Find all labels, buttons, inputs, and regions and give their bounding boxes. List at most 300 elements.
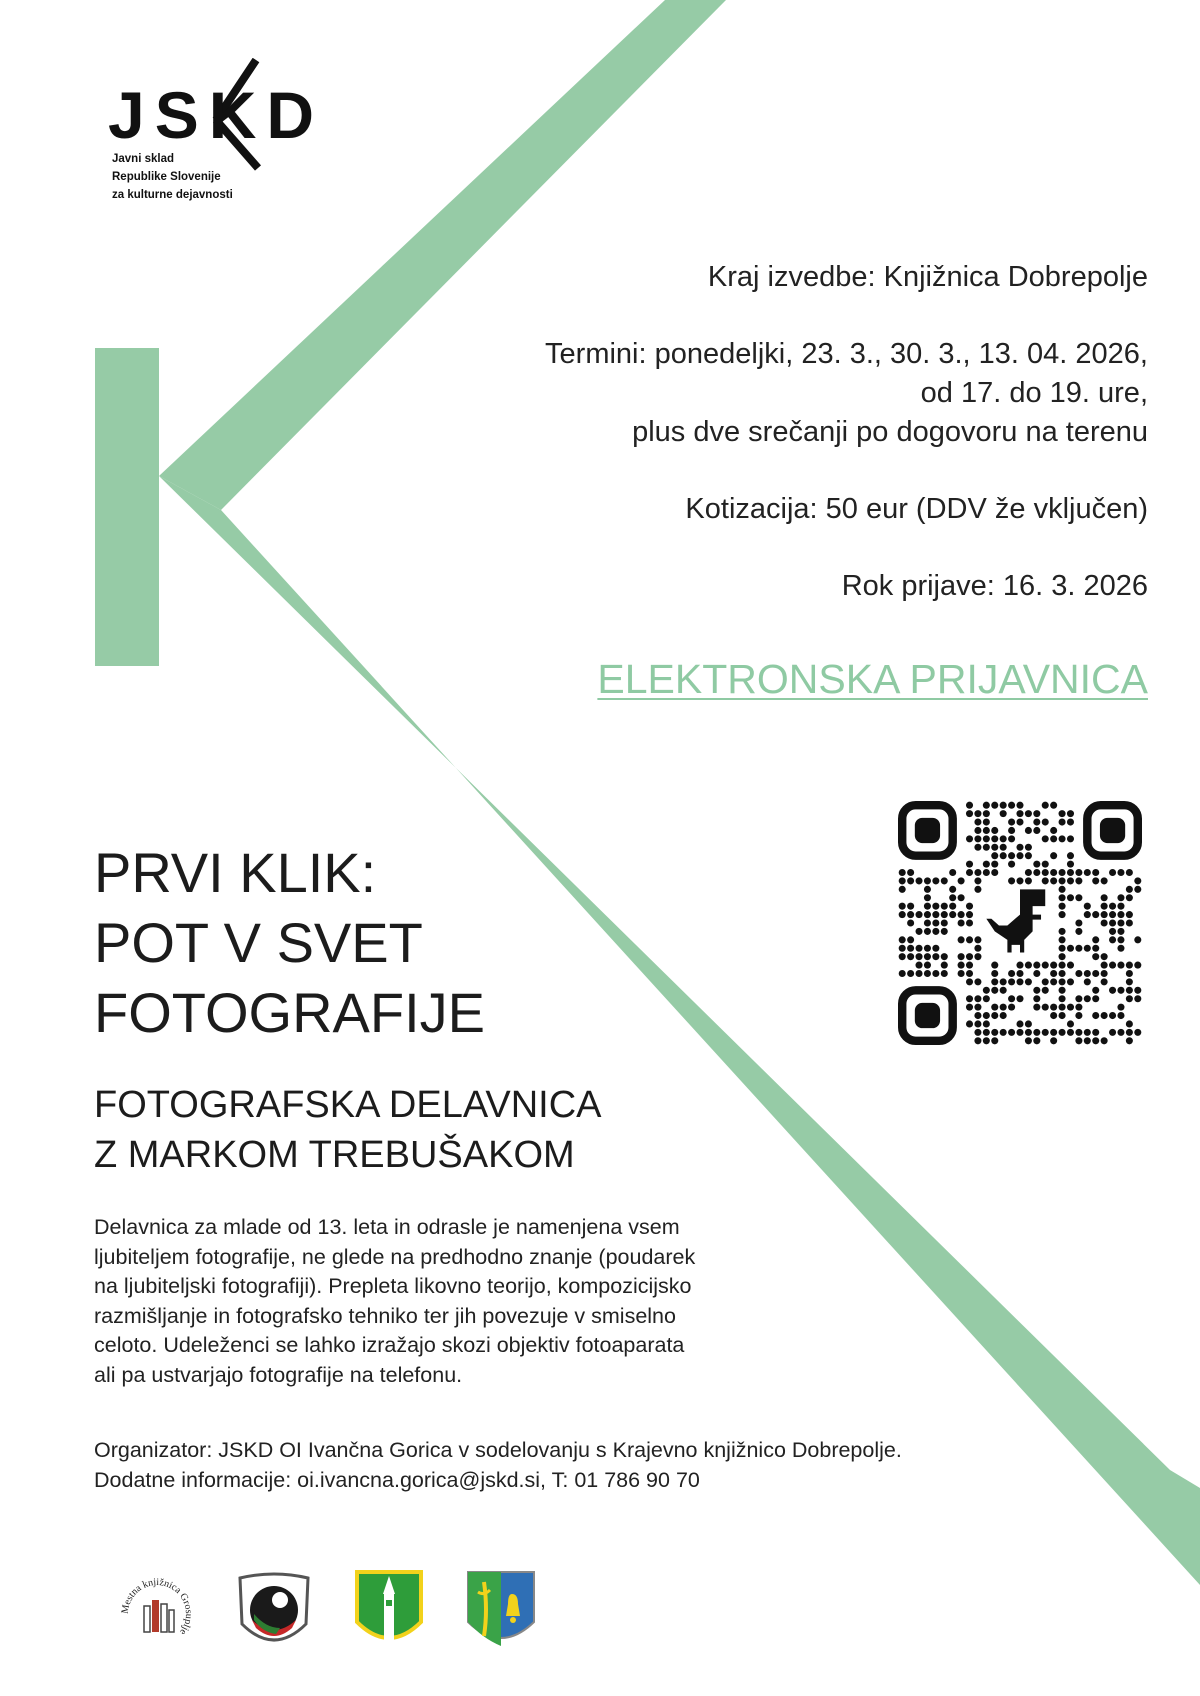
qr-module [1067, 819, 1074, 826]
qr-module [1000, 1012, 1007, 1019]
qr-module [1050, 802, 1057, 809]
qr-finder-center [915, 818, 940, 843]
dates-text [368, 335, 1148, 452]
qr-module [991, 852, 998, 859]
qr-module [966, 1020, 973, 1027]
qr-module [941, 911, 948, 918]
qr-module [949, 911, 956, 918]
qr-module [1033, 962, 1040, 969]
qr-module [1067, 877, 1074, 884]
qr-module [991, 962, 998, 969]
qr-module [958, 962, 965, 969]
qr-module [899, 945, 906, 952]
qr-module [1117, 894, 1124, 901]
qr-module [1016, 970, 1023, 977]
qr-module [966, 978, 973, 985]
qr-module [1101, 1037, 1108, 1044]
qr-module [949, 869, 956, 876]
qr-module [974, 1020, 981, 1027]
qr-module [907, 936, 914, 943]
qr-module [1059, 903, 1066, 910]
qr-module [1084, 945, 1091, 952]
qr-module [966, 970, 973, 977]
qr-module [1101, 970, 1108, 977]
qr-module [941, 953, 948, 960]
qr-module [1092, 995, 1099, 1002]
qr-module [1050, 970, 1057, 977]
venue-text: Kraj izvedbe: Knjižnica Dobrepolje [707, 261, 1148, 293]
fee-text: Kotizacija: 50 eur (DDV že vključen) [685, 493, 1148, 525]
qr-module [958, 877, 965, 884]
qr-module [1067, 1020, 1074, 1027]
qr-module [1126, 869, 1133, 876]
qr-module [991, 827, 998, 834]
qr-module [966, 995, 973, 1002]
qr-module [974, 1037, 981, 1044]
qr-module [1117, 962, 1124, 969]
qr-module [1016, 1020, 1023, 1027]
qr-module [1067, 869, 1074, 876]
deadline-text: Rok prijave: 16. 3. 2026 [841, 570, 1148, 602]
qr-module [941, 919, 948, 926]
qr-module [1025, 978, 1032, 985]
qr-module [1059, 810, 1066, 817]
qr-module [1134, 1029, 1141, 1036]
qr-module [1042, 802, 1049, 809]
qr-module [1101, 919, 1108, 926]
qr-module [1101, 978, 1108, 985]
qr-module [924, 911, 931, 918]
qr-module [1075, 928, 1082, 935]
qr-module [1033, 827, 1040, 834]
qr-module [907, 919, 914, 926]
description-line: razmišljanje in fotografsko tehniko ter jih povezuje v smiselno [94, 1303, 676, 1328]
qr-module [974, 869, 981, 876]
qr-module [991, 1037, 998, 1044]
organizer-line: Organizator: JSKD OI Ivančna Gorica v sodelovanju s Krajevno knjižnico Dobrepolje. [94, 1438, 902, 1462]
qr-module [1126, 919, 1133, 926]
qr-module [1016, 978, 1023, 985]
qr-module [1050, 1029, 1057, 1036]
qr-module [1008, 978, 1015, 985]
qr-module [916, 928, 923, 935]
qr-module [899, 903, 906, 910]
qr-module [974, 819, 981, 826]
contact-line: Dodatne informacije: oi.ivancna.gorica@jskd.si, T: 01 786 90 70 [94, 1468, 700, 1492]
qr-module [991, 861, 998, 868]
qr-module [1000, 844, 1007, 851]
qr-module [1134, 962, 1141, 969]
qr-module [1067, 852, 1074, 859]
qr-module [1075, 970, 1082, 977]
qr-module [1101, 962, 1108, 969]
qr-module [958, 970, 965, 977]
qr-module [907, 869, 914, 876]
qr-module [1101, 903, 1108, 910]
qr-module [1126, 962, 1133, 969]
qr-module [907, 953, 914, 960]
qr-module [974, 995, 981, 1002]
qr-module [1025, 869, 1032, 876]
qr-module [1092, 911, 1099, 918]
qr-module [1016, 819, 1023, 826]
qr-module [991, 844, 998, 851]
qr-module [1016, 995, 1023, 1002]
qr-module [958, 919, 965, 926]
qr-module [1101, 894, 1108, 901]
qr-module [1059, 945, 1066, 952]
municipal-crest-tower-icon [355, 1570, 423, 1654]
qr-module [1075, 1029, 1082, 1036]
qr-module [1126, 1037, 1133, 1044]
qr-module [966, 869, 973, 876]
qr-module [991, 1029, 998, 1036]
workshop-title [94, 838, 485, 1048]
qr-module [1109, 936, 1116, 943]
qr-module [1042, 877, 1049, 884]
qr-module [1050, 827, 1057, 834]
qr-module [966, 1004, 973, 1011]
qr-module [1050, 869, 1057, 876]
qr-module [1109, 1029, 1116, 1036]
qr-module [1067, 1029, 1074, 1036]
qr-module [932, 945, 939, 952]
qr-module [983, 827, 990, 834]
qr-module [1016, 852, 1023, 859]
qr-module [983, 1020, 990, 1027]
qr-module [907, 970, 914, 977]
qr-module [1092, 877, 1099, 884]
title-line: FOTOGRAFIJE [94, 981, 485, 1044]
qr-module [1000, 1029, 1007, 1036]
qr-module [966, 953, 973, 960]
dates-line: plus dve srečanji po dogovoru na terenu [632, 416, 1148, 448]
qr-module [1117, 903, 1124, 910]
qr-module [941, 970, 948, 977]
qr-module [907, 903, 914, 910]
qr-module [1033, 861, 1040, 868]
qr-module [1050, 877, 1057, 884]
qr-module [1008, 835, 1015, 842]
qr-module [983, 844, 990, 851]
qr-module [1059, 936, 1066, 943]
qr-module [924, 886, 931, 893]
qr-module [1067, 978, 1074, 985]
qr-module [1067, 962, 1074, 969]
qr-module [1117, 928, 1124, 935]
qr-module [1134, 995, 1141, 1002]
qr-module [1092, 970, 1099, 977]
qr-module [949, 894, 956, 901]
workshop-subtitle [94, 1080, 602, 1180]
qr-module [1109, 869, 1116, 876]
qr-module [991, 970, 998, 977]
qr-module [924, 970, 931, 977]
logo-subtitle-line: za kulturne dejavnosti [112, 189, 233, 201]
qr-module [916, 911, 923, 918]
qr-module [1117, 936, 1124, 943]
qr-module [1059, 978, 1066, 985]
qr-module [1126, 894, 1133, 901]
qr-module [958, 936, 965, 943]
qr-module [1067, 945, 1074, 952]
qr-module [1042, 819, 1049, 826]
qr-module [1016, 962, 1023, 969]
qr-module [1134, 877, 1141, 884]
qr-module [958, 894, 965, 901]
qr-module [1059, 1029, 1066, 1036]
qr-module [991, 978, 998, 985]
qr-module [1000, 1004, 1007, 1011]
qr-module [1059, 928, 1066, 935]
qr-module [932, 919, 939, 926]
qr-module [991, 802, 998, 809]
qr-module [983, 861, 990, 868]
qr-module [1033, 987, 1040, 994]
qr-module [1067, 810, 1074, 817]
qr-module [1033, 1037, 1040, 1044]
qr-module [1042, 1029, 1049, 1036]
qr-module [1109, 1012, 1116, 1019]
logo-subtitle [112, 150, 233, 204]
qr-module [974, 827, 981, 834]
qr-module [1092, 869, 1099, 876]
qr-module [983, 1037, 990, 1044]
partner-logos [118, 1570, 538, 1654]
qr-module [1059, 987, 1066, 994]
qr-module [899, 886, 906, 893]
qr-module [974, 953, 981, 960]
qr-module [1000, 852, 1007, 859]
event-info [368, 258, 1148, 644]
qr-module [916, 970, 923, 977]
qr-finder-center [1100, 818, 1125, 843]
qr-module [899, 936, 906, 943]
qr-module [1008, 827, 1015, 834]
qr-module [983, 819, 990, 826]
qr-module [966, 962, 973, 969]
qr-module [1025, 827, 1032, 834]
qr-module [941, 877, 948, 884]
qr-module [932, 953, 939, 960]
title-line: PRVI KLIK: [94, 841, 377, 904]
qr-module [1000, 835, 1007, 842]
qr-module [974, 1029, 981, 1036]
subtitle-line: Z MARKOM TREBUŠAKOM [94, 1134, 575, 1176]
qr-module [1075, 894, 1082, 901]
qr-module [966, 861, 973, 868]
qr-module [1092, 945, 1099, 952]
municipal-crest-bell-icon [466, 1570, 536, 1654]
qr-module [1059, 1012, 1066, 1019]
qr-module [1016, 810, 1023, 817]
qr-module [1059, 886, 1066, 893]
round-emblem-icon [236, 1570, 312, 1654]
qr-module [1117, 945, 1124, 952]
qr-module [1101, 1012, 1108, 1019]
qr-module [1008, 970, 1015, 977]
qr-module [958, 953, 965, 960]
qr-module [974, 945, 981, 952]
qr-module [1126, 987, 1133, 994]
qr-module [1050, 852, 1057, 859]
qr-module [932, 903, 939, 910]
qr-module [1059, 953, 1066, 960]
dates-line: Termini: ponedeljki, 23. 3., 30. 3., 13. 04. 2026, [545, 338, 1148, 370]
qr-module [1075, 869, 1082, 876]
qr-module [1084, 911, 1091, 918]
description-line: Delavnica za mlade od 13. leta in odrasle je namenjena vsem [94, 1215, 680, 1239]
qr-module [1126, 1029, 1133, 1036]
qr-module [1067, 1004, 1074, 1011]
qr-module [924, 919, 931, 926]
qr-module [1092, 1029, 1099, 1036]
qr-module [1008, 802, 1015, 809]
qr-module [1126, 1020, 1133, 1027]
qr-module [924, 962, 931, 969]
qr-module [916, 945, 923, 952]
qr-module [1025, 844, 1032, 851]
qr-module [966, 903, 973, 910]
qr-module [1033, 995, 1040, 1002]
qr-module [1050, 1037, 1057, 1044]
qr-module [916, 962, 923, 969]
qr-module [932, 911, 939, 918]
qr-module [983, 995, 990, 1002]
registration-link[interactable]: ELEKTRONSKA PRIJAVNICA [597, 656, 1148, 702]
qr-module [1025, 1037, 1032, 1044]
qr-module [991, 1012, 998, 1019]
qr-module [1033, 970, 1040, 977]
qr-code-icon[interactable] [898, 801, 1142, 1045]
qr-module [1101, 911, 1108, 918]
qr-module [974, 1004, 981, 1011]
qr-module [1075, 995, 1082, 1002]
qr-module [1092, 1012, 1099, 1019]
qr-module [966, 835, 973, 842]
description-line: celoto. Udeleženci se lahko izražajo skozi objektiv fotoaparata [94, 1333, 685, 1357]
qr-module [932, 877, 939, 884]
dinosaur-icon [986, 889, 1045, 952]
qr-module [1109, 911, 1116, 918]
workshop-description [94, 1213, 814, 1390]
qr-module [1059, 1004, 1066, 1011]
qr-module [974, 877, 981, 884]
qr-module [907, 877, 914, 884]
qr-module [1134, 987, 1141, 994]
qr-module [1008, 1029, 1015, 1036]
description-line: ljubiteljem fotografije, ne glede na predhodno znanje (poudarek [94, 1244, 696, 1269]
qr-module [1050, 835, 1057, 842]
qr-module [966, 810, 973, 817]
dates-line: od 17. do 19. ure, [920, 377, 1148, 409]
qr-module [1109, 928, 1116, 935]
qr-module [1016, 1029, 1023, 1036]
qr-module [1084, 995, 1091, 1002]
qr-module [1101, 953, 1108, 960]
qr-module [974, 936, 981, 943]
qr-module [1075, 1004, 1082, 1011]
qr-module [924, 877, 931, 884]
qr-module [1033, 810, 1040, 817]
qr-module [1117, 1012, 1124, 1019]
qr-module [1059, 995, 1066, 1002]
qr-module [1084, 869, 1091, 876]
qr-module [899, 877, 906, 884]
qr-module [907, 945, 914, 952]
qr-module [1050, 962, 1057, 969]
qr-module [1084, 1029, 1091, 1036]
qr-module [899, 911, 906, 918]
qr-module [983, 835, 990, 842]
qr-module [1025, 1029, 1032, 1036]
qr-module [1008, 861, 1015, 868]
qr-module [1075, 919, 1082, 926]
jskd-logo [108, 58, 325, 208]
library-seal-icon [118, 1570, 196, 1654]
qr-module [1109, 919, 1116, 926]
svg-text:Mestna knjižnica Grosuplje: Mestna knjižnica Grosuplje [119, 1576, 195, 1637]
qr-module [949, 886, 956, 893]
qr-module [974, 844, 981, 851]
qr-module [1042, 1004, 1049, 1011]
qr-finder-center [915, 1003, 940, 1028]
qr-module [974, 886, 981, 893]
qr-module [1059, 962, 1066, 969]
qr-module [974, 835, 981, 842]
qr-module [1008, 877, 1015, 884]
qr-module [1050, 978, 1057, 985]
qr-module [1117, 1029, 1124, 1036]
qr-module [924, 894, 931, 901]
subtitle-line: FOTOGRAFSKA DELAVNICA [94, 1084, 602, 1126]
qr-module [1084, 903, 1091, 910]
qr-module [924, 953, 931, 960]
qr-module [1092, 987, 1099, 994]
qr-module [966, 802, 973, 809]
qr-module [924, 945, 931, 952]
organizer-info [94, 1435, 902, 1495]
qr-module [1084, 978, 1091, 985]
qr-module [907, 911, 914, 918]
qr-module [1126, 911, 1133, 918]
logo-subtitle-line: Republike Slovenije [112, 171, 221, 183]
qr-module [1126, 978, 1133, 985]
qr-module [941, 903, 948, 910]
qr-module [1016, 844, 1023, 851]
qr-module [1025, 852, 1032, 859]
qr-module [983, 802, 990, 809]
qr-module [1059, 819, 1066, 826]
qr-module [983, 810, 990, 817]
qr-module [1042, 869, 1049, 876]
qr-module [932, 928, 939, 935]
qr-module [1008, 819, 1015, 826]
qr-module [1126, 995, 1133, 1002]
qr-module [1025, 810, 1032, 817]
qr-module [932, 970, 939, 977]
qr-module [991, 987, 998, 994]
qr-module [966, 919, 973, 926]
qr-module [899, 970, 906, 977]
qr-module [1101, 877, 1108, 884]
qr-module [1075, 945, 1082, 952]
qr-module [916, 877, 923, 884]
qr-module [949, 903, 956, 910]
qr-module [1059, 835, 1066, 842]
logo-letters: JSKD [108, 78, 325, 152]
qr-module [958, 911, 965, 918]
